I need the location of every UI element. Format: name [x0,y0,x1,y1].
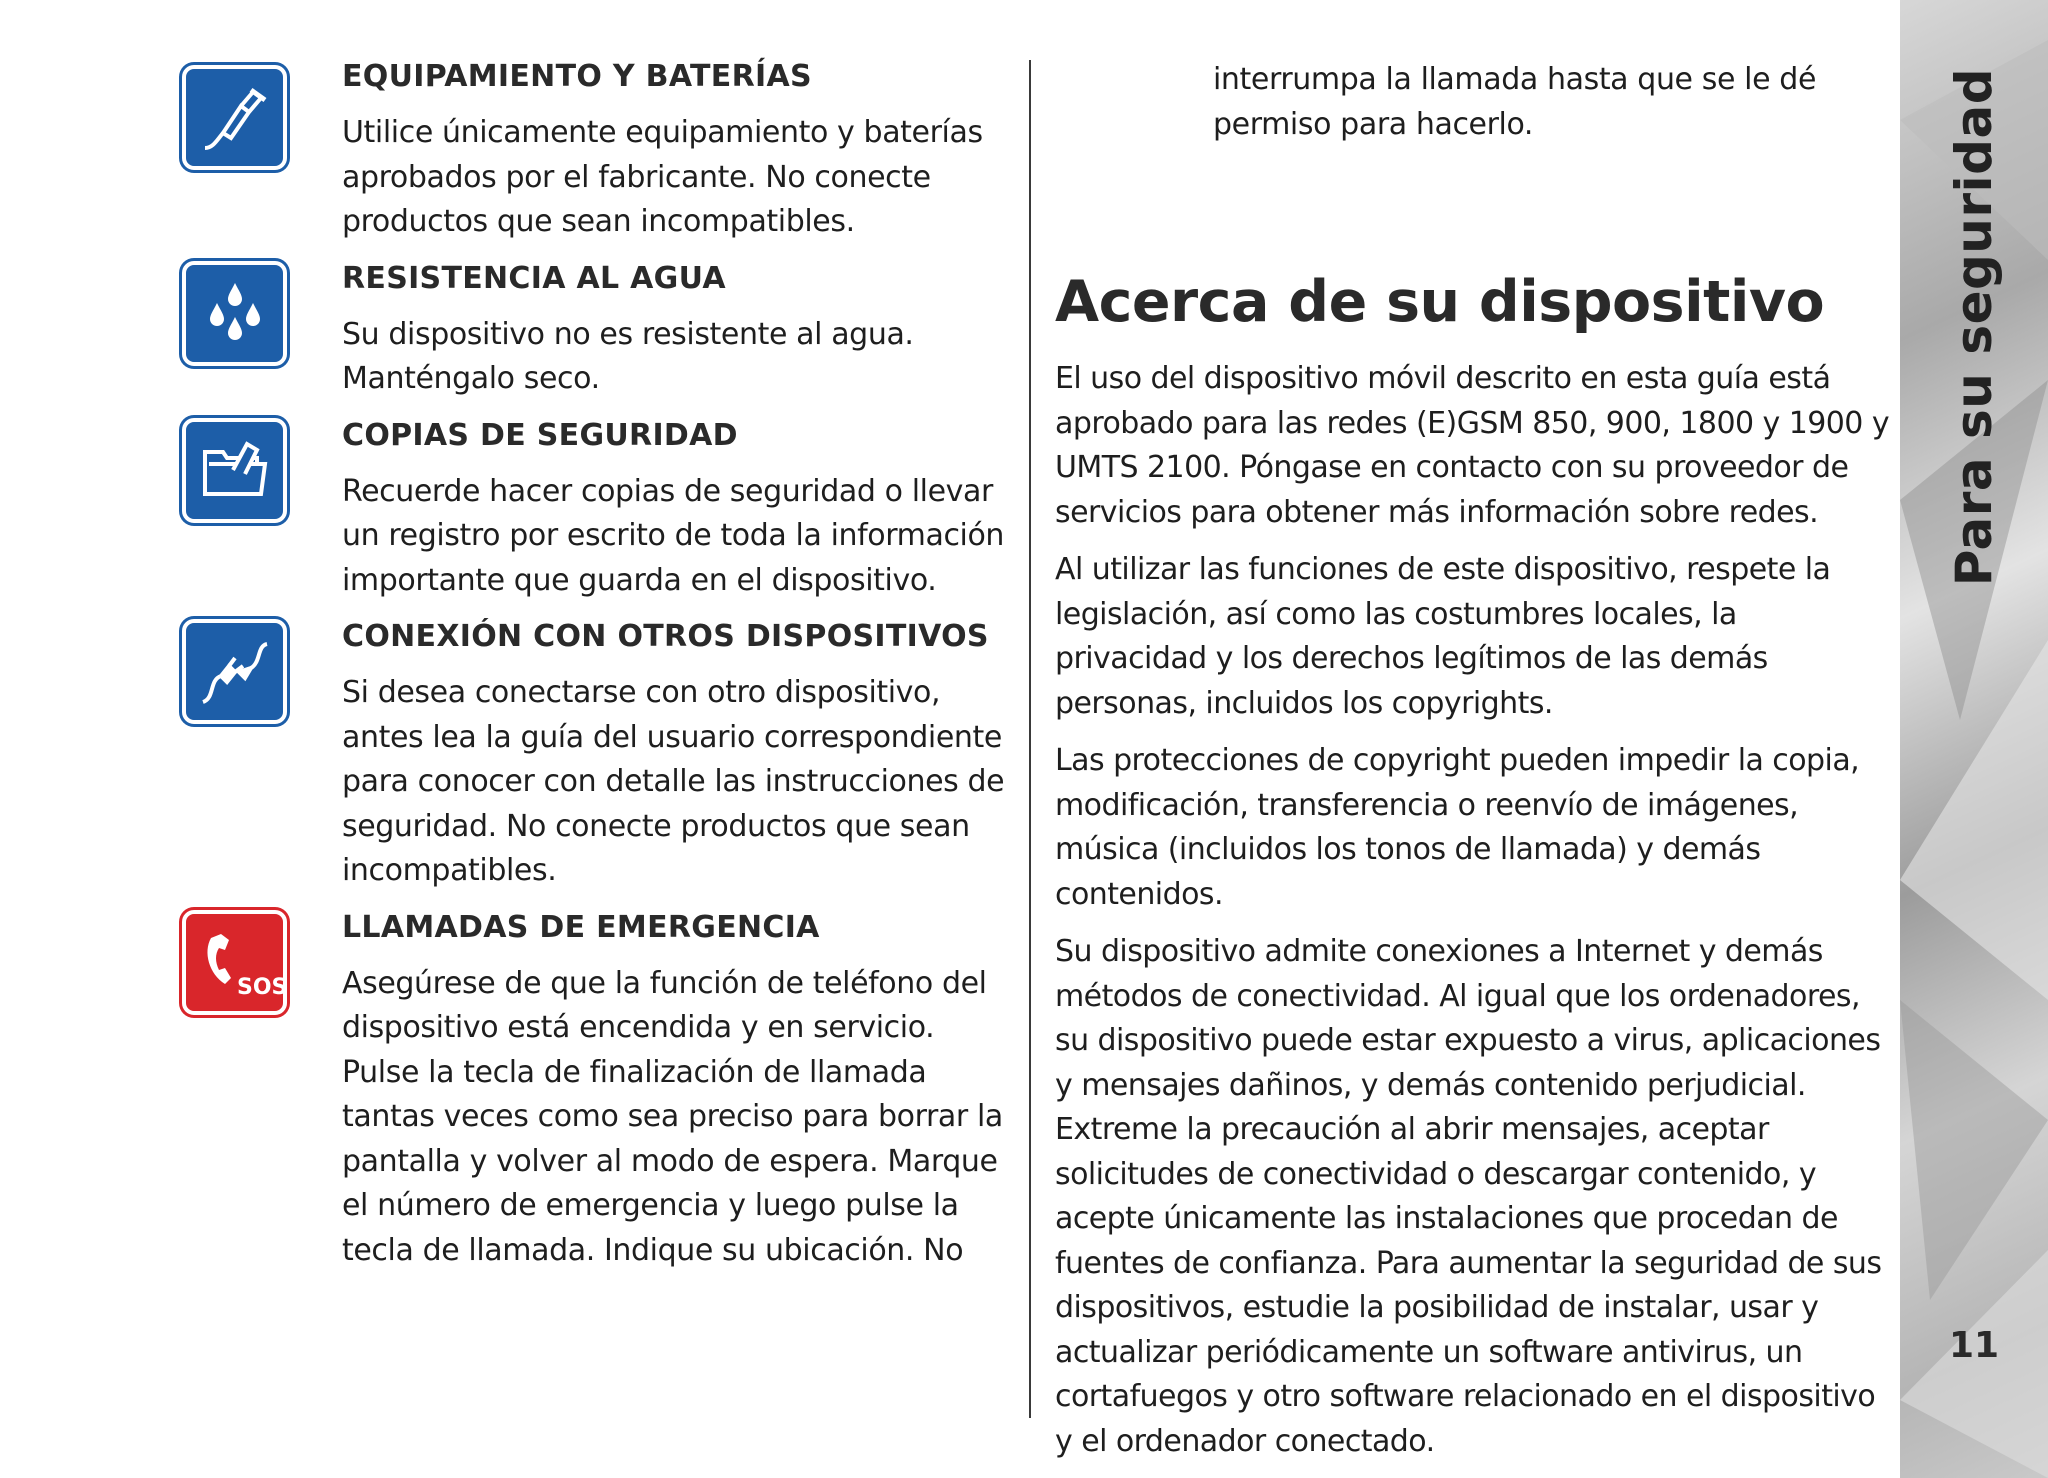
left-column [180,55,1010,1285]
paragraph: El uso del dispositivo móvil descrito en esta guía está aprobado para las redes (E)GSM 850, 900, 1800 y 1900 y UMTS 2100. Póngase en contacto con su proveedor de servicios para obtener más información sobre redes. [1055,361,1890,530]
continuation-text: interrumpa la llamada hasta que se le dé permiso para hacerlo. [1213,62,1816,142]
section-text: Utilice únicamente equipamiento y baterías aprobados por el fabricante. No conecte productos que sean incompatibles. [342,115,983,239]
chapter-sidebar [1900,0,2048,1478]
section-title: EQUIPAMIENTO Y BATERÍAS [342,59,812,94]
right-column [1055,58,1895,1477]
folder-backup-icon [182,418,287,523]
section-equipment-batteries [180,55,1010,245]
section-text: Su dispositivo no es resistente al agua. Manténgalo seco. [342,316,914,396]
column-divider [1029,60,1031,1418]
chapter-title: Para su seguridad [1945,68,2003,587]
section-title: RESISTENCIA AL AGUA [342,260,726,296]
paragraph: Las protecciones de copyright pueden impedir la copia, modificación, transferencia o reenvío de imágenes, música (incluidos los tonos de llamada) y demás contenidos. [1055,743,1860,912]
charger-plug-icon [182,65,287,170]
water-drops-icon [182,261,287,366]
paragraph: Su dispositivo admite conexiones a Internet y demás métodos de conectividad. Al igual que los ordenadores, su dispositivo puede estar expuesto a virus, aplicaciones y mensajes dañinos, y demás contenido perjudicial. Extreme la precaución al abrir mensajes, aceptar solicitudes de conectividad o descargar contenido, y acepte únicamente las instalaciones que procedan de fuentes de confianza. Para aumentar la seguridad de sus dispositivos, estudie la posibilidad de instalar, usar y actualizar periódicamente un software antivirus, un cortafuegos y otro software relacionado en el dispositivo y el ordenador conectado. [1055,934,1882,1459]
section-emergency-calls [180,906,1010,1274]
sos-label: SOS [236,975,287,1000]
section-text: Recuerde hacer copias de seguridad o llevar un registro por escrito de toda la información importante que guarda en el dispositivo. [342,473,1005,598]
section-water-resistance [180,257,1010,402]
section-title: LLAMADAS DE EMERGENCIA [342,909,820,945]
section-title: CONEXIÓN CON OTROS DISPOSITIVOS [342,619,989,654]
section-heading: Acerca de su dispositivo [1055,269,1825,335]
section-title: COPIAS DE SEGURIDAD [342,417,738,453]
page-number: 11 [1948,1325,2000,1366]
sos-phone-icon [182,910,287,1015]
cable-connection-icon [182,619,287,724]
paragraph: Al utilizar las funciones de este dispositivo, respete la legislación, así como las costumbres locales, la privacidad y los derechos legítimos de las demás personas, incluidos los copyrights. [1055,552,1831,721]
section-text: Si desea conectarse con otro dispositivo, antes lea la guía del usuario correspondiente para conocer con detalle las instrucciones de seguridad. No conecte productos que sean incompatibles. [342,675,1005,888]
section-connection [180,615,1010,894]
section-text: Asegúrese de que la función de teléfono del dispositivo está encendida y en servicio. Pulse la tecla de finalización de llamada tantas veces como sea preciso para borrar la pantalla y volver al modo de espera. Marque el número de emergencia y luego pulse la tecla de llamada. Indique su ubicación. No [342,965,1003,1268]
section-backups [180,414,1010,604]
